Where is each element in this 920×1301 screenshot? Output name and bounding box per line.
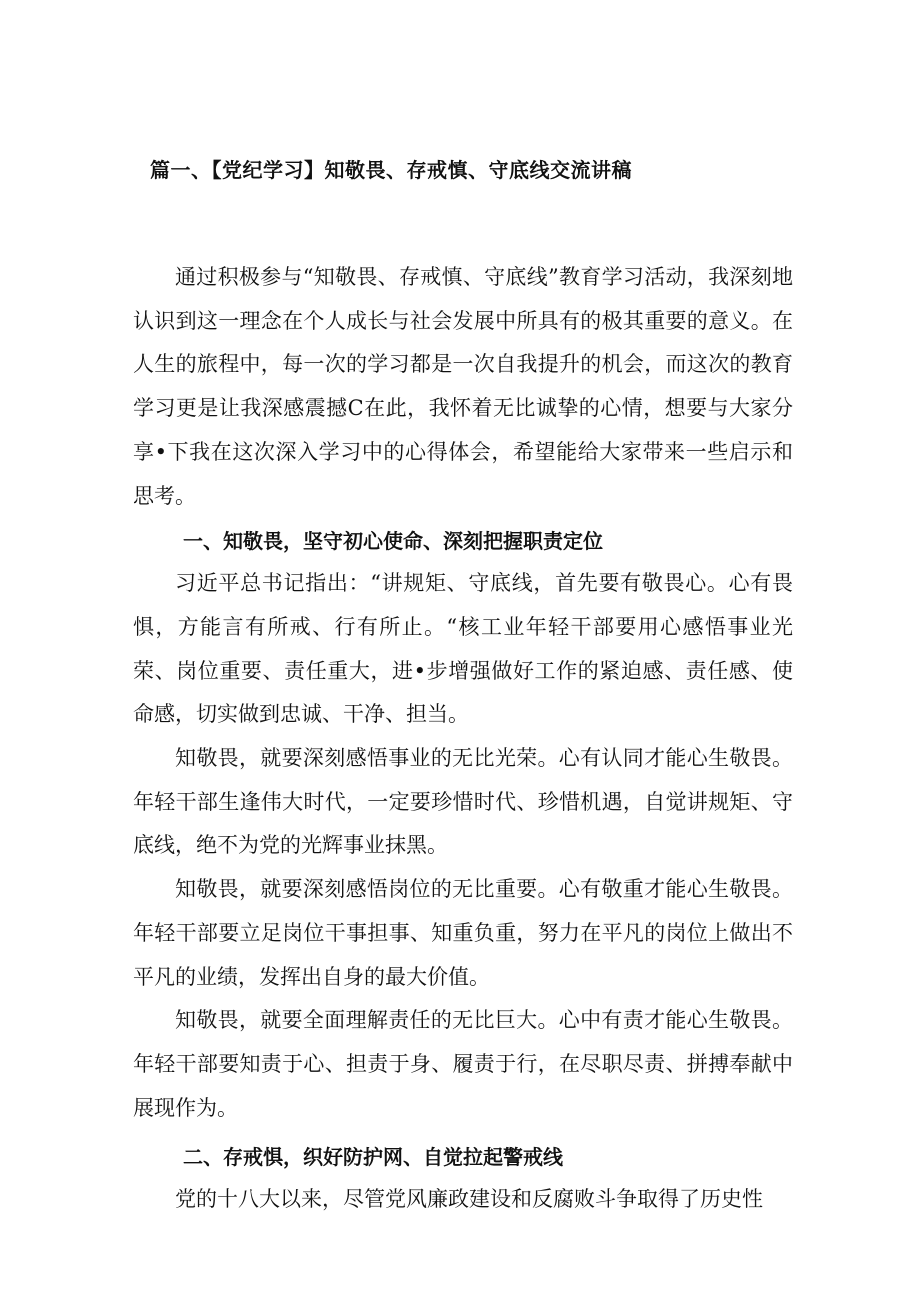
section-heading-1: 一、知敬畏，坚守初心使命、深刻把握职责定位 (183, 529, 603, 554)
document-body (133, 256, 793, 1222)
paragraph-glory: 知敬畏，就要深刻感悟事业的无比光荣。心有认同才能心生敬畏。年轻干部生逢伟大时代，一定要珍惜时代、珍惜机遇，自觉讲规矩、守底线，绝不为党的光辉事业抹黑。 (133, 746, 793, 858)
document-title: 篇一、【党纪学习】知敬畏、存戒慎、守底线交流讲稿 (150, 158, 632, 182)
paragraph-eighteenth-congress: 党的十八大以来，尽管党风廉政建设和反腐败斗争取得了历史性 (175, 1187, 763, 1212)
paragraph-quote: 习近平总书记指出：“讲规矩、守底线，首先要有敬畏心。心有畏惧，方能言有所戒、行有所止。“核工业年轻干部要用心感悟事业光荣、岗位重要、责任重大，进•步增强做好工作的紧迫感、责任感、使命感，切实做到忠诚、干净、担当。 (133, 571, 793, 727)
section-heading-2: 二、存戒惧，织好防护网、自觉拉起警戒线 (183, 1145, 563, 1170)
paragraph-post: 知敬畏，就要深刻感悟岗位的无比重要。心有敬重才能心生敬畏。年轻干部要立足岗位干事担事、知重负重，努力在平凡的岗位上做出不平凡的业绩，发挥出自身的最大价值。 (133, 877, 793, 989)
paragraph-responsibility: 知敬畏，就要全面理解责任的无比巨大。心中有责才能心生敬畏。年轻干部要知责于心、担责于身、履责于行，在尽职尽责、拼搏奉献中展现作为。 (133, 1008, 793, 1120)
paragraph-intro: 通过积极参与“知敬畏、存戒慎、守底线”教育学习活动，我深刻地认识到这一理念在个人成长与社会发展中所具有的极其重要的意义。在人生的旅程中，每一次的学习都是一次自我提升的机会，而这次的教育学习更是让我深感震撼C在此，我怀着无比诚挚的心情，想要与大家分享•下我在这次深入学习中的心得体会，希望能给大家带来一些启示和思考。 (133, 265, 793, 508)
